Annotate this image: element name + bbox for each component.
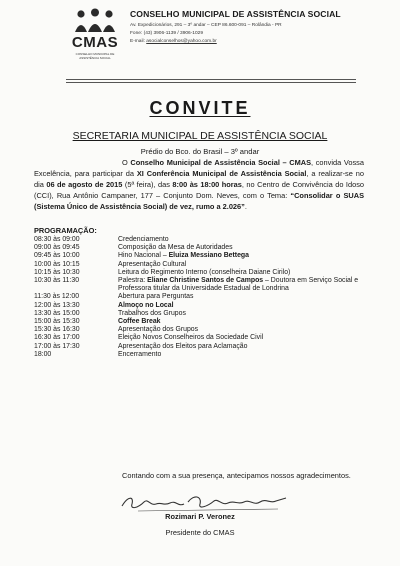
email-label: E-mail: bbox=[130, 39, 147, 44]
schedule-row bbox=[34, 334, 364, 342]
schedule-list bbox=[34, 236, 364, 359]
schedule-row bbox=[34, 326, 364, 334]
event-hours: 8:00 às 18:00 horas bbox=[172, 180, 242, 189]
schedule-desc: Credenciamento bbox=[118, 236, 169, 243]
invitation-text bbox=[34, 157, 364, 212]
schedule-row bbox=[34, 318, 364, 326]
schedule-time: 15:00 às 15:30 bbox=[34, 318, 80, 326]
schedule-desc: Almoço no Local bbox=[118, 301, 174, 309]
closing-text bbox=[34, 470, 364, 481]
schedule-row bbox=[34, 252, 364, 260]
schedule-row bbox=[34, 351, 364, 359]
schedule-desc: Eleição Novos Conselheiros da Sociedade Civil bbox=[118, 334, 264, 342]
contact-block bbox=[130, 22, 366, 46]
schedule-desc-text: Hino Nacional – bbox=[118, 252, 169, 260]
logo-wordmark: CMAS bbox=[71, 34, 119, 51]
schedule-row bbox=[34, 302, 364, 310]
address-line: Av. Expedicionários, 291 – 3º andar – CEP 86.600-091 – Rolândia - PR bbox=[130, 23, 282, 28]
phone-line: Fone: (43) 3906-1139 / 3906-1029 bbox=[130, 31, 203, 36]
email-link[interactable]: asocialconselhos@yahoo.com.br bbox=[146, 39, 217, 44]
conference-name: XI Conferência Municipal de Assistência Social bbox=[136, 169, 307, 178]
people-logo-icon bbox=[72, 8, 118, 34]
schedule-desc bbox=[118, 252, 364, 260]
performer-name: Eluiza Messiano Bettega bbox=[168, 252, 249, 260]
letterhead bbox=[66, 6, 366, 78]
logo-caption: CONSELHO MUNICIPAL DE ASSISTÊNCIA SOCIAL bbox=[75, 52, 115, 60]
schedule-desc: Trabalhos dos Grupos bbox=[118, 309, 186, 317]
schedule-desc: Apresentação Cultural bbox=[118, 260, 187, 268]
email-line bbox=[130, 38, 366, 46]
speaker-name: Eliane Christine Santos de Campos bbox=[147, 277, 264, 285]
signatory-role: Presidente do CMAS bbox=[165, 528, 235, 537]
schedule-time: 10:15 às 10:30 bbox=[34, 268, 80, 276]
signatory-name: Rozimari P. Veronez bbox=[165, 512, 235, 521]
schedule-desc: Abertura para Perguntas bbox=[118, 293, 194, 301]
schedule-desc: Coffee Break bbox=[118, 318, 161, 326]
header-divider-secondary bbox=[66, 82, 356, 83]
schedule-time: 12:00 às 13:30 bbox=[34, 301, 80, 309]
schedule-time: 10:30 às 11:30 bbox=[34, 277, 80, 285]
schedule-row bbox=[34, 269, 364, 277]
text-fragment: . bbox=[244, 202, 247, 211]
schedule-desc: Apresentação dos Grupos bbox=[118, 326, 199, 334]
schedule-time: 11:30 às 12:00 bbox=[34, 293, 80, 301]
schedule-time: 10:00 às 10:15 bbox=[34, 260, 80, 268]
text-fragment: , a realizar-se no dia bbox=[34, 169, 364, 189]
schedule-row bbox=[34, 261, 364, 269]
cmas-logo bbox=[66, 6, 122, 74]
schedule-desc bbox=[118, 277, 364, 293]
schedule-row bbox=[34, 244, 364, 252]
handwritten-signature bbox=[118, 492, 298, 514]
schedule-time: 17:00 às 17:30 bbox=[34, 342, 80, 350]
schedule-time: 09:00 às 09:45 bbox=[34, 244, 80, 252]
text-fragment: (5ª feira), das bbox=[122, 180, 173, 189]
event-date: 06 de agosto de 2015 bbox=[46, 180, 123, 189]
schedule-time: 09:45 às 10:00 bbox=[34, 252, 80, 260]
schedule-desc: Encerramento bbox=[118, 350, 162, 358]
organization-name: Conselho Municipal de Assistência Social – CMAS bbox=[130, 158, 312, 167]
schedule-desc: Leitura do Regimento Interno (conselheira Daiane Cirilo) bbox=[118, 268, 291, 276]
document-title: CONVITE bbox=[149, 98, 251, 118]
text-fragment: , no Centro de Convivência do Idoso (CCI), Rua Antônio Campaner, 177 – Conjunto Dom. Neves, com o Tema: bbox=[34, 180, 365, 200]
text-fragment: O bbox=[122, 158, 131, 167]
schedule-row bbox=[34, 343, 364, 351]
text-fragment: , convida Vossa Excelência, para participar da bbox=[34, 158, 364, 178]
schedule-desc: Apresentação dos Eleitos para Aclamação bbox=[118, 342, 248, 350]
schedule-row bbox=[34, 277, 364, 293]
schedule-row bbox=[34, 310, 364, 318]
schedule-row bbox=[34, 293, 364, 301]
schedule-time: 15:30 às 16:30 bbox=[34, 326, 80, 334]
schedule-desc-text: Palestra: bbox=[118, 277, 148, 285]
schedule-row bbox=[34, 236, 364, 244]
header-divider bbox=[66, 79, 356, 80]
org-name: CONSELHO MUNICIPAL DE ASSISTÊNCIA SOCIAL bbox=[130, 9, 341, 19]
schedule-desc-text: – Doutora em Serviço Social e Professora titular da Universidade Estadual de Londrina bbox=[118, 277, 359, 293]
schedule-desc: Composição da Mesa de Autoridades bbox=[118, 244, 233, 252]
venue-note: Prédio do Bco. do Brasil – 3º andar bbox=[140, 147, 260, 156]
document-subtitle: SECRETARIA MUNICIPAL DE ASSISTÊNCIA SOCIAL bbox=[72, 130, 328, 142]
schedule-time: 16:30 às 17:00 bbox=[34, 334, 80, 342]
programacao-heading: PROGRAMAÇÃO: bbox=[34, 226, 97, 235]
schedule-time: 18:00 bbox=[34, 350, 52, 358]
schedule-time: 08:30 às 09:00 bbox=[34, 236, 80, 243]
closing-sentence: Contando com a sua presença, antecipamos nossos agradecimentos. bbox=[122, 471, 351, 480]
event-theme: “Consolidar o SUAS (Sistema Único de Assistência Social) de vez, rumo a 2.026” bbox=[34, 191, 364, 211]
schedule-time: 13:30 às 15:00 bbox=[34, 309, 80, 317]
